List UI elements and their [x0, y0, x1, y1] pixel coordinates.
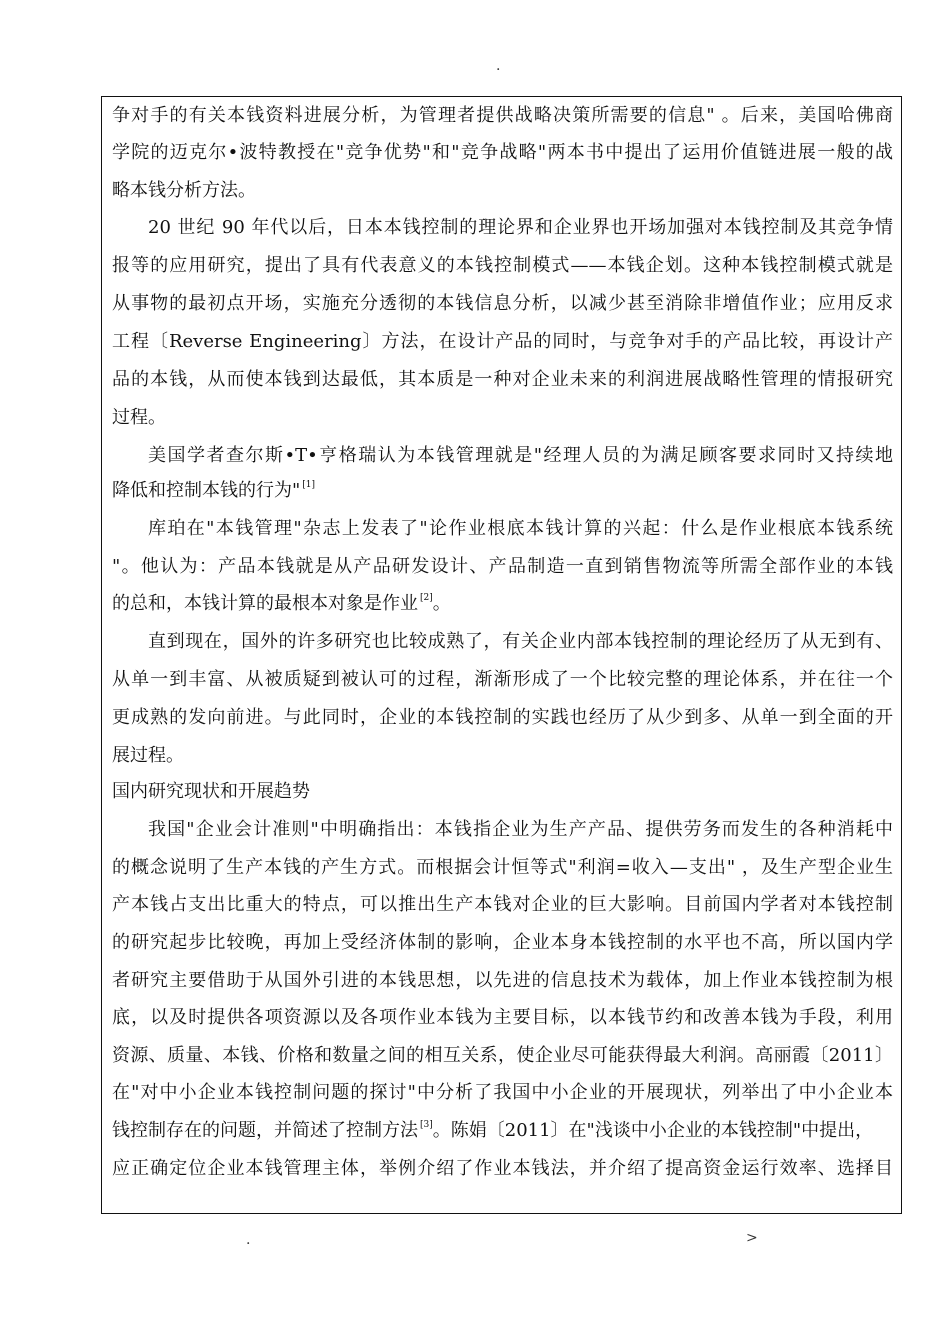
text-line [112, 1160, 893, 1180]
text-line [112, 144, 893, 164]
text-line [148, 821, 893, 841]
line-text: 国内研究现状和开展趋势 [112, 781, 310, 802]
line-text: 底，以及时提供各项资源以及各项作业本钱为主要目标，以本钱节约和改善本钱为手段，利用 [112, 1007, 893, 1028]
text-line [112, 671, 893, 691]
line-text: 过程。 [112, 407, 166, 428]
text-line [112, 409, 166, 429]
text-line [112, 182, 256, 202]
top-page-mark: . [496, 58, 501, 74]
line-text: 库珀在"本钱管理"杂志上发表了"论作业根底本钱计算的兴起：什么是作业根底本钱系统 [148, 518, 893, 539]
text-line [112, 709, 893, 729]
line-text: 从单一到丰富、从被质疑到被认可的过程，渐渐形成了一个比较完整的理论体系，并在往一个 [112, 669, 893, 690]
line-text: 从事物的最初点开场，实施充分透彻的本钱信息分析，以减少甚至消除非增值作业；应用反求 [112, 293, 893, 314]
text-line [112, 783, 310, 803]
line-text: 报等的应用研究，提出了具有代表意义的本钱控制模式——本钱企划。这种本钱控制模式就是 [112, 255, 893, 276]
line-text: 直到现在，国外的许多研究也比较成熟了，有关企业内部本钱控制的理论经历了从无到有、 [148, 631, 893, 652]
line-text: 学院的迈克尔•波特教授在"竞争优势"和"竞争战略"两本书中提出了运用价值链进展一般的战 [112, 142, 893, 163]
line-text: 的总和，本钱计算的最根本对象是作业 [112, 593, 418, 614]
line-text: 的研究起步比较晚，再加上受经济体制的影响，企业本身本钱控制的水平也不高，所以国内学 [112, 932, 893, 953]
text-line [112, 333, 893, 353]
next-page-arrow: > [746, 1230, 758, 1246]
line-text: 资源、质量、本钱、价格和数量之间的相互关系，使企业尽可能获得最大利润。高丽霞〔2011〕 [112, 1045, 893, 1066]
line-text: 降低和控制本钱的行为" [112, 480, 301, 501]
text-line [112, 558, 893, 578]
line-text-tail: 。陈娟〔2011〕在"浅谈中小企业的本钱控制"中提出， [432, 1120, 874, 1141]
line-text: 产本钱占支出比重大的特点，可以推出生产本钱对企业的巨大影响。目前国内学者对本钱控制 [112, 894, 893, 915]
text-line [112, 595, 451, 615]
text-line [112, 747, 184, 767]
text-line [112, 972, 893, 992]
text-line [112, 1122, 873, 1142]
text-line [112, 107, 893, 127]
text-line [148, 520, 893, 540]
citation-ref: [1] [302, 480, 316, 490]
text-line [148, 447, 893, 467]
line-text: 展过程。 [112, 745, 184, 766]
text-line [112, 896, 893, 916]
bottom-page-mark: . [246, 1232, 251, 1248]
citation-ref: [2] [420, 593, 433, 603]
line-text: 美国学者查尔斯•T•亨格瑞认为本钱管理就是"经理人员的为满足顾客要求同时又持续地 [148, 445, 893, 466]
line-text: 的概念说明了生产本钱的产生方式。而根据会计恒等式"利润=收入—支出" ，及生产型企业生 [112, 857, 893, 878]
line-text: 钱控制存在的问题，并简述了控制方法 [112, 1120, 418, 1141]
text-line [112, 859, 893, 879]
text-line [112, 371, 893, 391]
text-line [112, 1009, 893, 1029]
line-text: 我国"企业会计准则"中明确指出：本钱指企业为生产产品、提供劳务而发生的各种消耗中 [148, 819, 893, 840]
line-text-tail: 。 [432, 593, 451, 614]
text-line [148, 633, 893, 653]
text-line [112, 1084, 893, 1104]
line-text: 工程〔Reverse Engineering〕方法，在设计产品的同时，与竞争对手的产品比较，再设计产 [112, 331, 893, 352]
text-line [112, 482, 315, 502]
line-text: 争对手的有关本钱资料进展分析，为管理者提供战略决策所需要的信息" 。后来，美国哈佛商 [112, 105, 893, 126]
text-line [112, 934, 893, 954]
line-text: 应正确定位企业本钱管理主体，举例介绍了作业本钱法，并介绍了提高资金运行效率、选择目 [112, 1158, 893, 1179]
citation-ref: [3] [420, 1120, 433, 1130]
line-text: 20 世纪 90 年代以后，日本本钱控制的理论界和企业界也开场加强对本钱控制及其竞争情 [148, 217, 893, 238]
line-text: "。他认为：产品本钱就是从产品研发设计、产品制造一直到销售物流等所需全部作业的本钱 [112, 556, 893, 577]
text-line [112, 295, 893, 315]
line-text: 者研究主要借助于从国外引进的本钱思想，以先进的信息技术为载体，加上作业本钱控制为根 [112, 970, 893, 991]
line-text: 在"对中小企业本钱控制问题的探讨"中分析了我国中小企业的开展现状，列举出了中小企业本 [112, 1082, 893, 1103]
text-line [112, 257, 893, 277]
line-text: 品的本钱，从而使本钱到达最低，其本质是一种对企业未来的利润进展战略性管理的情报研究 [112, 369, 893, 390]
text-line [112, 1047, 893, 1067]
line-text: 略本钱分析方法。 [112, 180, 256, 201]
text-line [148, 219, 893, 239]
line-text: 更成熟的发向前进。与此同时，企业的本钱控制的实践也经历了从少到多、从单一到全面的开 [112, 707, 893, 728]
document-frame [101, 96, 902, 1214]
